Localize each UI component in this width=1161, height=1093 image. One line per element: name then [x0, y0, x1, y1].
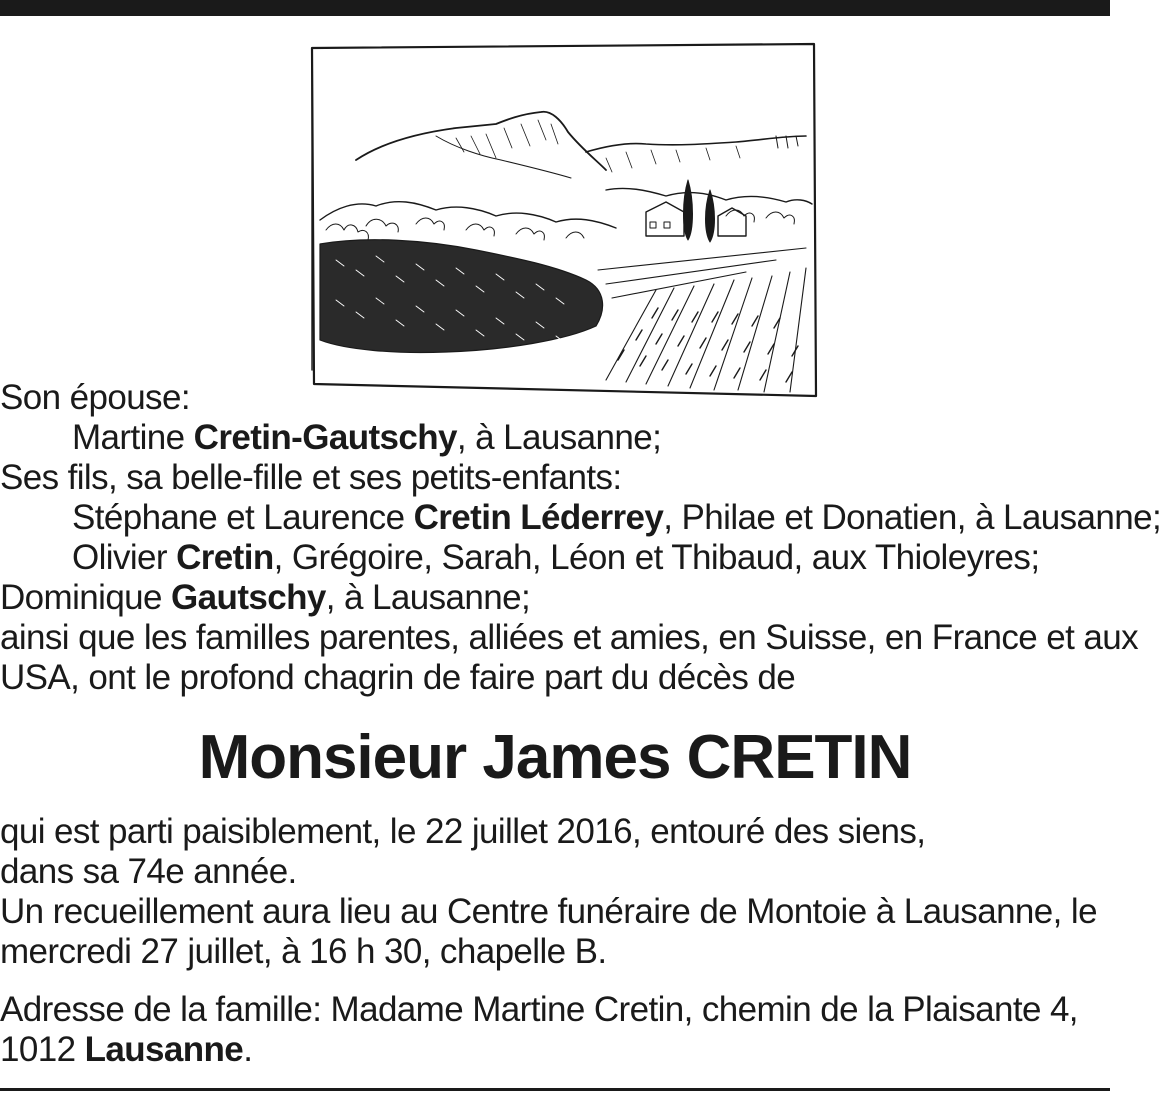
sibling-entry: Dominique Gautschy, à Lausanne;	[0, 578, 531, 617]
spouse-surname: Cretin-Gautschy	[193, 418, 457, 457]
child2-surname: Cretin	[176, 538, 274, 577]
vineyard-landscape-illustration	[306, 40, 818, 400]
child1-surname: Cretin Léderrey	[413, 498, 664, 537]
sibling-surname: Gautschy	[171, 578, 326, 617]
families-line-1: ainsi que les familles parentes, alliées et amies, en Suisse, en France et aux	[0, 618, 1138, 657]
top-rule	[0, 0, 1110, 16]
ceremony-line-1: Un recueillement aura lieu au Centre funéraire de Montoie à Lausanne, le	[0, 892, 1097, 931]
child-entry-1: Stéphane et Laurence Cretin Léderrey, Philae et Donatien, à Lausanne;	[72, 498, 1161, 537]
spouse-entry: Martine Cretin-Gautschy, à Lausanne;	[72, 418, 662, 457]
bottom-rule	[0, 1088, 1110, 1091]
death-line-2: dans sa 74e année.	[0, 852, 297, 891]
address-line-1: Adresse de la famille: Madame Martine Cretin, chemin de la Plaisante 4,	[0, 990, 1078, 1029]
deceased-name: Monsieur James CRETIN	[198, 723, 912, 792]
children-heading: Ses fils, sa belle-fille et ses petits-enfants:	[0, 458, 622, 497]
families-line-2: USA, ont le profond chagrin de faire part du décès de	[0, 658, 796, 697]
child-entry-2: Olivier Cretin, Grégoire, Sarah, Léon et Thibaud, aux Thioleyres;	[72, 538, 1040, 577]
family-address-section	[0, 990, 1104, 1070]
announcement-family-section	[0, 378, 1161, 698]
ceremony-line-2: mercredi 27 juillet, à 16 h 30, chapelle B.	[0, 932, 607, 971]
spouse-heading: Son épouse:	[0, 378, 190, 417]
death-line-1: qui est parti paisiblement, le 22 juillet 2016, entouré des siens,	[0, 812, 926, 851]
announcement-details-section	[0, 812, 1104, 972]
address-line-2: 1012 Lausanne.	[0, 1030, 253, 1069]
address-city: Lausanne	[84, 1030, 244, 1069]
